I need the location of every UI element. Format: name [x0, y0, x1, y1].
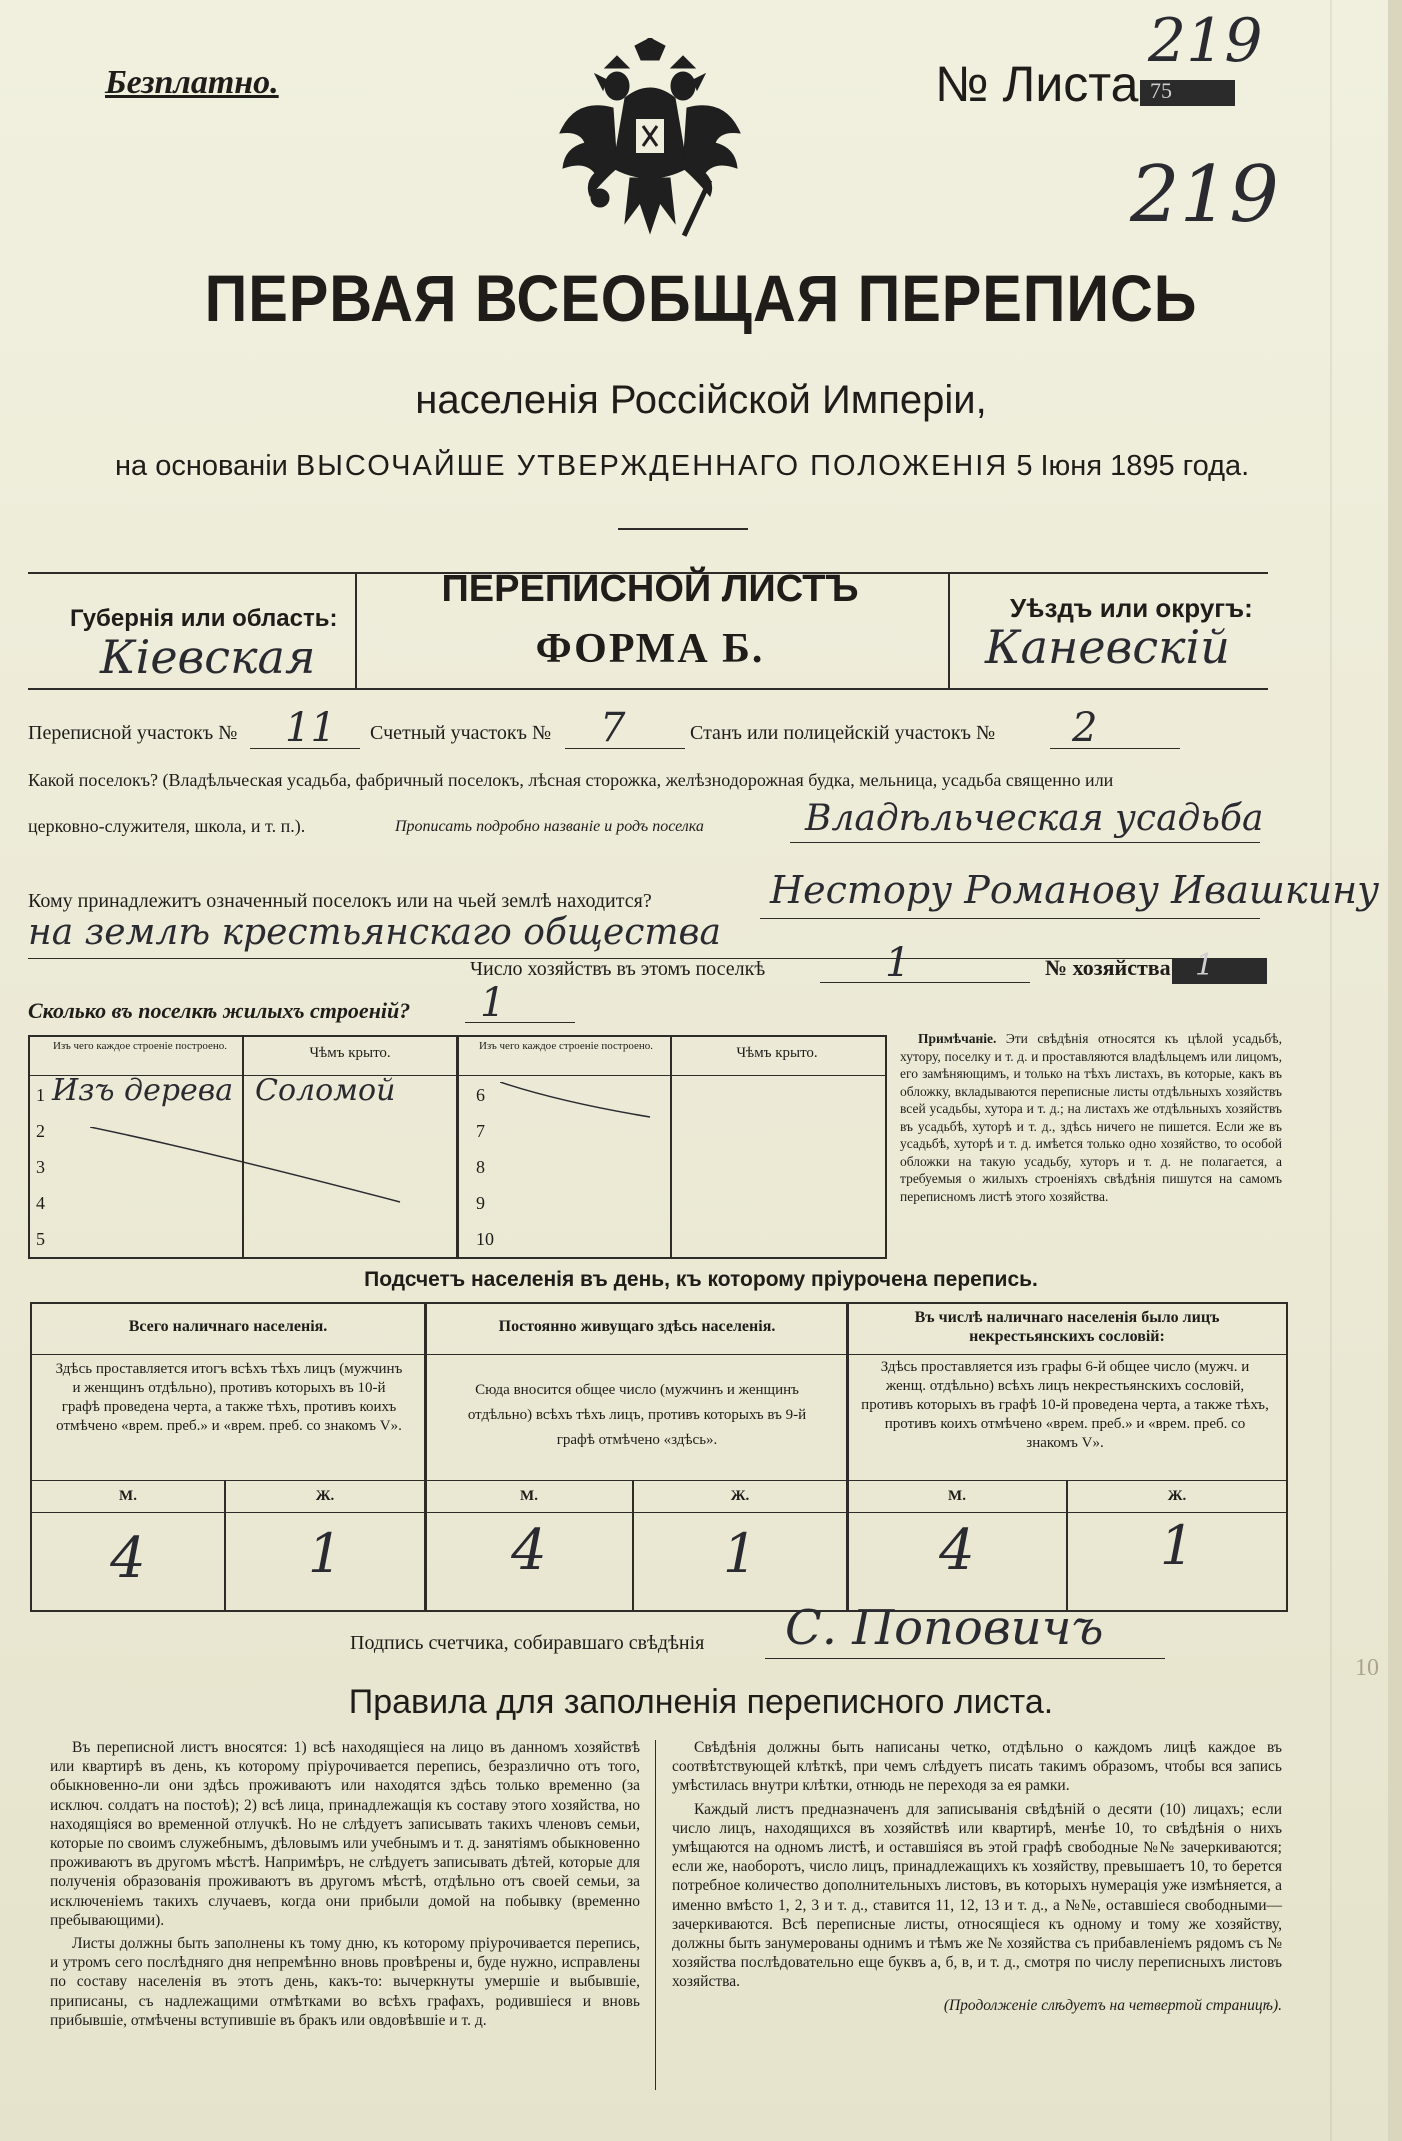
bt-material-value: Изъ дерева [52, 1073, 234, 1108]
bt-row-num: 9 [476, 1193, 485, 1213]
pt-col1-title: Всего наличнаго населенія. [128, 1318, 328, 1335]
owner-value-2: на землѣ крестьянскаго общества [28, 912, 721, 953]
note-text: Эти свѣдѣнія относятся къ цѣлой усадьбѣ, хутору, поселку и т. д. и проставляются владѣльцемъ или лицомъ, его замѣняющимъ, и только на тѣхъ листахъ, въ которые, какъ въ обложку, вкладываются переписные листы отдѣльныхъ хозяйствъ всей усадьбы, хутора и т. д.; на листахъ же отдѣльныхъ хозяйствъ въ усадьбѣ, хуторѣ и т. д., здѣсь ничего не пишется. Если же въ усадьбѣ, хуторѣ и т. д. имѣется только одно хозяйство, то особой обложки на такую усадьбу, хуторъ и т. д. не полагается, а требуемыя о жилыхъ строеніяхъ свѣдѣнія пишутся на самомъ переписномъ листѣ этого хозяйства. [900, 1031, 1283, 1204]
sheet-number-crossed: 75 [1150, 78, 1172, 103]
pt-rule [32, 1480, 1286, 1481]
households-value: 1 [885, 940, 911, 986]
settlement-question-2: церковно-служителя, школа, и т. п.). [28, 816, 306, 836]
divider [618, 528, 748, 530]
pt-m-label: М. [520, 1488, 538, 1504]
bt-row-num: 10 [476, 1229, 494, 1249]
pt-col2-text: Сюда вносится общее число (мужчинъ и женщинъ отдѣльно) всѣхъ тѣхъ лицъ, противъ которыхъ въ 9-й графѣ отмѣчено «здѣсь». [467, 1382, 807, 1448]
household-no-label: № хозяйства [1045, 955, 1171, 980]
page-edge [1388, 0, 1402, 2141]
district-value: Каневскій [985, 620, 1230, 674]
settlement-question: Какой поселокъ? (Владѣльческая усадьба, фабричный поселокъ, лѣсная сторожка, желѣзнодорожная будка, мельница, усадьба священно или [28, 770, 1114, 790]
district-label: Уѣздъ или округъ: [1010, 593, 1253, 623]
main-title: ПЕРВАЯ ВСЕОБЩАЯ ПЕРЕПИСЬ [204, 261, 1198, 335]
pt-nonpeasant-m: 4 [939, 1518, 975, 1583]
pt-col2-title: Постоянно живущаго здѣсь населенія. [498, 1318, 776, 1335]
bt-row-num: 8 [476, 1157, 485, 1177]
sheet-title: ПЕРЕПИСНОЙ ЛИСТЪ [441, 568, 859, 610]
bt-row-num: 4 [36, 1193, 45, 1213]
bt-row-num: 6 [476, 1085, 485, 1105]
pt-total-m: 4 [110, 1526, 146, 1591]
owner-question: Кому принадлежитъ означенный поселокъ или на чьей землѣ находится? [28, 890, 652, 912]
signature-line [765, 1658, 1165, 1659]
sheet-number-handwritten: 219 [1148, 6, 1263, 76]
signature-value: С. Поповичъ [785, 1600, 1104, 1656]
population-table [30, 1302, 1288, 1612]
bt-col-roof-left: Чѣмъ крыто. [309, 1045, 391, 1061]
basis-line [115, 450, 1249, 483]
rules-left-p2: Листы должны быть заполнены къ тому дню, къ которому пріурочивается перепись, и утромъ сего послѣдняго дня непремѣнно вновь провѣрены и, буде нужно, исправлены по составу населенія въ этотъ день, какъ-то: вычеркнуты умершіе и выбывшіе, приписаны, съ надлежащими отмѣтками во всѣхъ графахъ, родившіеся и вновь прибывшіе, отмѣчены вступившіе въ бракъ или овдовѣвшіе и т. д. [50, 1935, 640, 2029]
pt-f-label: Ж. [315, 1488, 335, 1504]
bt-strike-line [90, 1127, 420, 1207]
census-district-value: 11 [285, 705, 336, 751]
bt-row-num: 7 [476, 1121, 485, 1141]
bt-col-material-right: Изъ чего каждое строеніе построено. [478, 1040, 654, 1052]
settlement-value: Владѣльческая усадьба [805, 798, 1264, 839]
rules-continued: (Продолженіе слѣдуетъ на четвертой страницѣ). [943, 1996, 1282, 2014]
pt-perm-f: 1 [722, 1522, 758, 1585]
note-title: Примѣчаніе. [918, 1031, 997, 1046]
pt-total-f: 1 [307, 1522, 343, 1585]
print-code: 10 [1355, 1655, 1379, 1681]
sheet-number-label: № Листа [935, 56, 1139, 112]
bt-col-roof-right: Чѣмъ крыто. [736, 1045, 818, 1061]
pt-m-label: М. [119, 1488, 137, 1504]
pt-f-label: Ж. [1167, 1488, 1187, 1504]
households-line [820, 982, 1030, 983]
province-value: Кіевская [100, 630, 316, 684]
bt-row-num: 5 [36, 1229, 45, 1249]
subtitle: населенія Россійской Имперіи, [415, 378, 987, 422]
rules-left-p1: Въ переписной листъ вносятся: 1) всѣ находящіеся на лицо въ данномъ хозяйствѣ или квартирѣ въ день, къ которому пріурочивается перепись, безразлично отъ того, обыкновенно-ли они здѣсь проживаютъ или находятся здѣсь только временно (за исключ. солдатъ на постоѣ); 2) всѣ лица, принадлежащія къ составу этого хозяйства, но находящіяся во временной отлучкѣ. Но не слѣдуетъ записывать такихъ членовъ семьи, которые по своимъ служебнымъ, дѣловымъ или учебнымъ и т. д. занятіямъ обыкновенно проживаютъ въ другомъ мѣстѣ. Напримѣръ, не слѣдуетъ записывать дѣтей, которые для полученія образованія проживаютъ въ другомъ мѣстѣ, отдѣльно отъ своей семьи, за исключеніемъ такихъ случаевъ, когда они прибыли домой на побывку (временно пребывающими). [50, 1739, 640, 1929]
count-district-label: Счетный участокъ № [370, 722, 552, 744]
census-district-label: Переписной участокъ № [28, 722, 238, 744]
free-label: Безплатно. [105, 64, 279, 101]
bt-mid-line [456, 1037, 459, 1257]
double-headed-eagle-icon [555, 38, 745, 248]
pt-col3-title: Въ числѣ наличнаго населенія было лицъ некрестьянскихъ сословій: [914, 1309, 1220, 1345]
pt-rule [32, 1512, 1286, 1513]
pt-rule [32, 1354, 1286, 1355]
rules-column-divider [655, 1740, 656, 2090]
household-no-box [1172, 958, 1267, 984]
form-label: ФОРМА Б. [535, 626, 765, 672]
households-label: Число хозяйствъ въ этомъ поселкѣ [470, 958, 766, 980]
pt-perm-m: 4 [511, 1518, 547, 1583]
buildings-label: Сколько въ поселкѣ жилыхъ строеній? [28, 998, 411, 1023]
pt-f-label: Ж. [730, 1488, 750, 1504]
basis-suffix: 5 Іюня 1895 года. [1016, 450, 1250, 482]
rules-left-column [50, 1738, 640, 2034]
rules-right-p1: Свѣдѣнія должны быть написаны четко, отдѣльно о каждомъ лицѣ каждое въ соотвѣтствующей клѣткѣ, при чемъ слѣдуетъ писать такимъ образомъ, чтобы вся запись умѣстилась внутри клѣтки, отнюдь не переходя за ея рамки. [672, 1739, 1282, 1795]
pt-nonpeasant-f: 1 [1159, 1514, 1195, 1577]
buildings-table [28, 1035, 887, 1259]
pt-col1-text: Здѣсь проставляется итогъ всѣхъ тѣхъ лицъ (мужчинъ и женщинъ отдѣльно), противъ которыхъ въ 10-й графѣ проведена черта, а также тѣхъ, противъ коихъ отмѣчено «врем. преб.» и «врем. преб. со знакомъ V». [55, 1361, 403, 1434]
form-header-divider-left [355, 572, 357, 688]
settlement-line [790, 842, 1260, 843]
stan-value: 2 [1072, 705, 1098, 751]
rules-right-p2: Каждый листъ предназначенъ для записыванія свѣдѣній о десяти (10) лицахъ; если число лицъ, находящихся въ хозяйствѣ или квартирѣ, менѣе 10, то свѣдѣнія о нихъ умѣщаются на одномъ листѣ, и оставшіяся въ этой графѣ свободные №№ зачеркиваются; если же, наоборотъ, число лицъ, принадлежащихъ къ хозяйству, превышаетъ 10, то берется потребное количество дополнительныхъ листовъ, въ которыхъ нумерація уже измѣняется, а именно вмѣсто 1, 2, 3 и т. д., ставится 11, 12, 13 и т. д., а №№, оставшіеся свободными—зачеркиваются. Всѣ переписные листы, относящіеся къ одному и тому же хозяйству, должны быть занумерованы однимъ и тѣмъ же № хозяйства съ прибавленіемъ рядомъ съ № хозяйства послѣдовательно еще буквъ а, б, в, и т. д., смотря по числу переписныхъ листовъ хозяйства. [672, 1800, 1282, 1991]
owner-line-1 [760, 918, 1260, 919]
province-label: Губернія или область: [70, 605, 338, 632]
big-handwritten-number: 219 [1130, 150, 1279, 240]
stan-line [1050, 748, 1180, 749]
settlement-hint: Прописать подробно названіе и родъ поселка [395, 818, 704, 835]
form-header-bottom-rule [28, 688, 1268, 690]
bt-row-num: 1 [36, 1085, 45, 1105]
household-no-value: 1 [1195, 948, 1215, 983]
rules-right-column [672, 1738, 1282, 2019]
signature-label: Подпись счетчика, собиравшаго свѣдѣнія [350, 1632, 705, 1654]
basis-caps: ВЫСОЧАЙШЕ УТВЕРЖДЕННАГО ПОЛОЖЕНІЯ [295, 450, 1009, 482]
buildings-value: 1 [480, 980, 506, 1026]
pt-m-label: М. [948, 1488, 966, 1504]
bt-row-num: 3 [36, 1157, 45, 1177]
note [900, 1030, 1282, 1205]
bt-strike-line [500, 1082, 660, 1122]
owner-value-1: Нестору Романову Ивашкину [770, 868, 1380, 912]
count-district-value: 7 [600, 705, 626, 751]
rules-heading: Правила для заполненія переписного листа. [348, 1683, 1054, 1721]
bt-col-material-left: Изъ чего каждое строеніе построено. [52, 1040, 228, 1052]
bt-roof-value: Соломой [255, 1073, 396, 1108]
population-heading: Подсчетъ населенія въ день, къ которому пріурочена перепись. [364, 1268, 1038, 1291]
pt-col3-text: Здѣсь проставляется изъ графы 6-й общее число (мужч. и женщ. отдѣльно) всѣхъ лицъ некрестьянскихъ сословій, противъ которыхъ въ графѣ 10-й проведена черта, а также тѣхъ, противъ коихъ отмѣчено «врем. преб.» и «врем. преб. со знакомъ V». [861, 1359, 1269, 1451]
form-header-divider-right [948, 572, 950, 688]
stan-label: Станъ или полицейскій участокъ № [690, 722, 996, 744]
bt-row-num: 2 [36, 1121, 45, 1141]
bt-col-line [670, 1037, 672, 1257]
basis-prefix: на основаніи [115, 450, 288, 482]
